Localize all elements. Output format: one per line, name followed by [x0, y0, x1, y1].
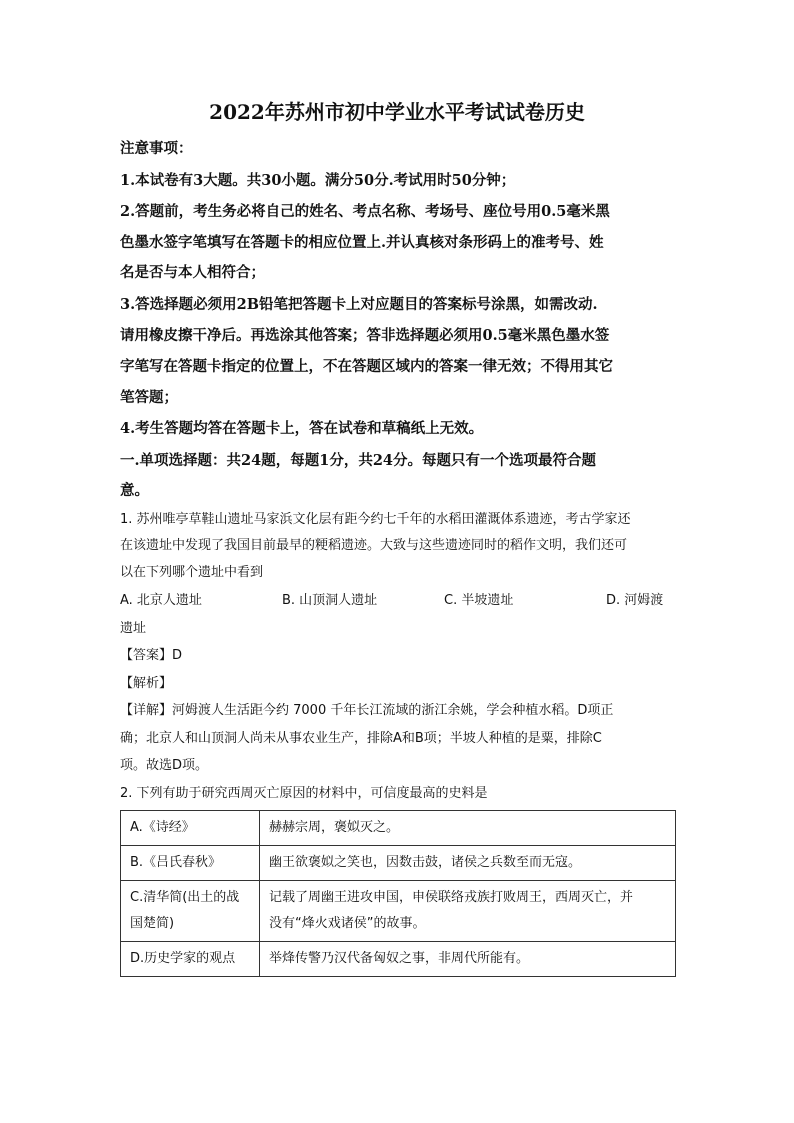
q2-row-a-content: 赫赫宗周，褒姒灭之。	[260, 811, 676, 846]
notice-heading: 注意事项：	[120, 140, 193, 157]
q1-option-b: B. 山顶洞人遗址	[282, 593, 378, 608]
q1-option-a: A. 北京人遗址	[120, 593, 202, 608]
q1-stem-line-1: 1. 苏州唯亭草鞋山遗址马家浜文化层有距今约七千年的水稻田灌溉体系遗迹，考古学家还	[120, 512, 631, 527]
q1-stem-line-2: 在该遗址中发现了我国目前最早的粳稻遗迹。大致与这些遗迹同时的稻作文明，我们还可	[120, 538, 628, 553]
q1-analysis-label: 【解析】	[120, 676, 173, 691]
table-row	[121, 881, 676, 942]
notice-item-3-line-3: 字笔写在答题卡指定的位置上，不在答题区域内的答案一律无效；不得用其它	[120, 358, 613, 375]
q1-stem-line-3: 以在下列哪个遗址中看到	[120, 565, 264, 580]
q2-row-a-source: A.《诗经》	[121, 811, 260, 846]
notice-item-3-line-4: 笔答题；	[120, 389, 178, 406]
q2-stem: 2. 下列有助于研究西周灭亡原因的材料中，可信度最高的史料是	[120, 786, 488, 801]
q2-row-b-content: 幽王欲褒姒之笑也，因数击鼓，诸侯之兵数至而无寇。	[260, 846, 676, 881]
q2-row-c-content-line-2: 没有“烽火戏诸侯”的故事。	[269, 916, 426, 931]
q2-row-c-source-line-1: C.清华简(出土的战	[130, 890, 240, 905]
q2-row-b-source: B.《吕氏春秋》	[121, 846, 260, 881]
notice-item-2-line-3: 名是否与本人相符合；	[120, 264, 265, 281]
table-row	[121, 846, 676, 881]
notice-item-1: 1.本试卷有3大题。共30小题。满分50分.考试用时50分钟；	[120, 172, 516, 189]
section-heading-line-2: 意。	[120, 482, 149, 499]
notice-item-3-line-2: 请用橡皮擦干净后。再选涂其他答案；答非选择题必须用0.5毫米黑色墨水签	[120, 327, 610, 344]
q1-detail-line-1: 【详解】河姆渡人生活距今约 7000 千年长江流域的浙江余姚，学会种植水稻。D项正	[120, 703, 614, 718]
q1-option-c: C. 半坡遗址	[444, 593, 514, 608]
section-heading-line-1: 一.单项选择题：共24题，每题1分，共24分。每题只有一个选项最符合题	[120, 452, 596, 469]
q2-row-c-content-line-1: 记载了周幽王进攻申国，申侯联络戎族打败周王，西周灭亡，并	[269, 890, 634, 905]
table-row	[121, 811, 676, 846]
q2-row-d-source: D.历史学家的观点	[121, 942, 260, 977]
q2-row-c-source-line-2: 国楚简)	[130, 916, 175, 931]
q1-option-d: D. 河姆渡	[606, 593, 664, 608]
q1-option-d-continued: 遗址	[120, 621, 147, 636]
table-row	[121, 942, 676, 977]
q2-row-c-content	[260, 881, 676, 942]
q2-row-d-content: 举烽传警乃汉代备匈奴之事，非周代所能有。	[260, 942, 676, 977]
page-title: 2022年苏州市初中学业水平考试试卷历史	[209, 100, 585, 124]
q2-source-table	[120, 810, 676, 977]
notice-item-3-line-1: 3.答选择题必须用2B铅笔把答题卡上对应题目的答案标号涂黑，如需改动.	[120, 296, 598, 313]
notice-item-2-line-2: 色墨水签字笔填写在答题卡的相应位置上.并认真核对条形码上的准考号、姓	[120, 234, 604, 251]
notice-item-2-line-1: 2.答题前，考生务必将自己的姓名、考点名称、考场号、座位号用0.5毫米黑	[120, 203, 610, 220]
notice-item-4: 4.考生答题均答在答题卡上，答在试卷和草稿纸上无效。	[120, 420, 484, 437]
q2-row-c-source	[121, 881, 260, 942]
q1-answer: 【答案】D	[120, 648, 183, 663]
q1-detail-line-3: 项。故选D项。	[120, 758, 209, 773]
q1-detail-line-2: 确；北京人和山顶洞人尚未从事农业生产，排除A和B项；半坡人种植的是粟，排除C	[120, 731, 602, 746]
